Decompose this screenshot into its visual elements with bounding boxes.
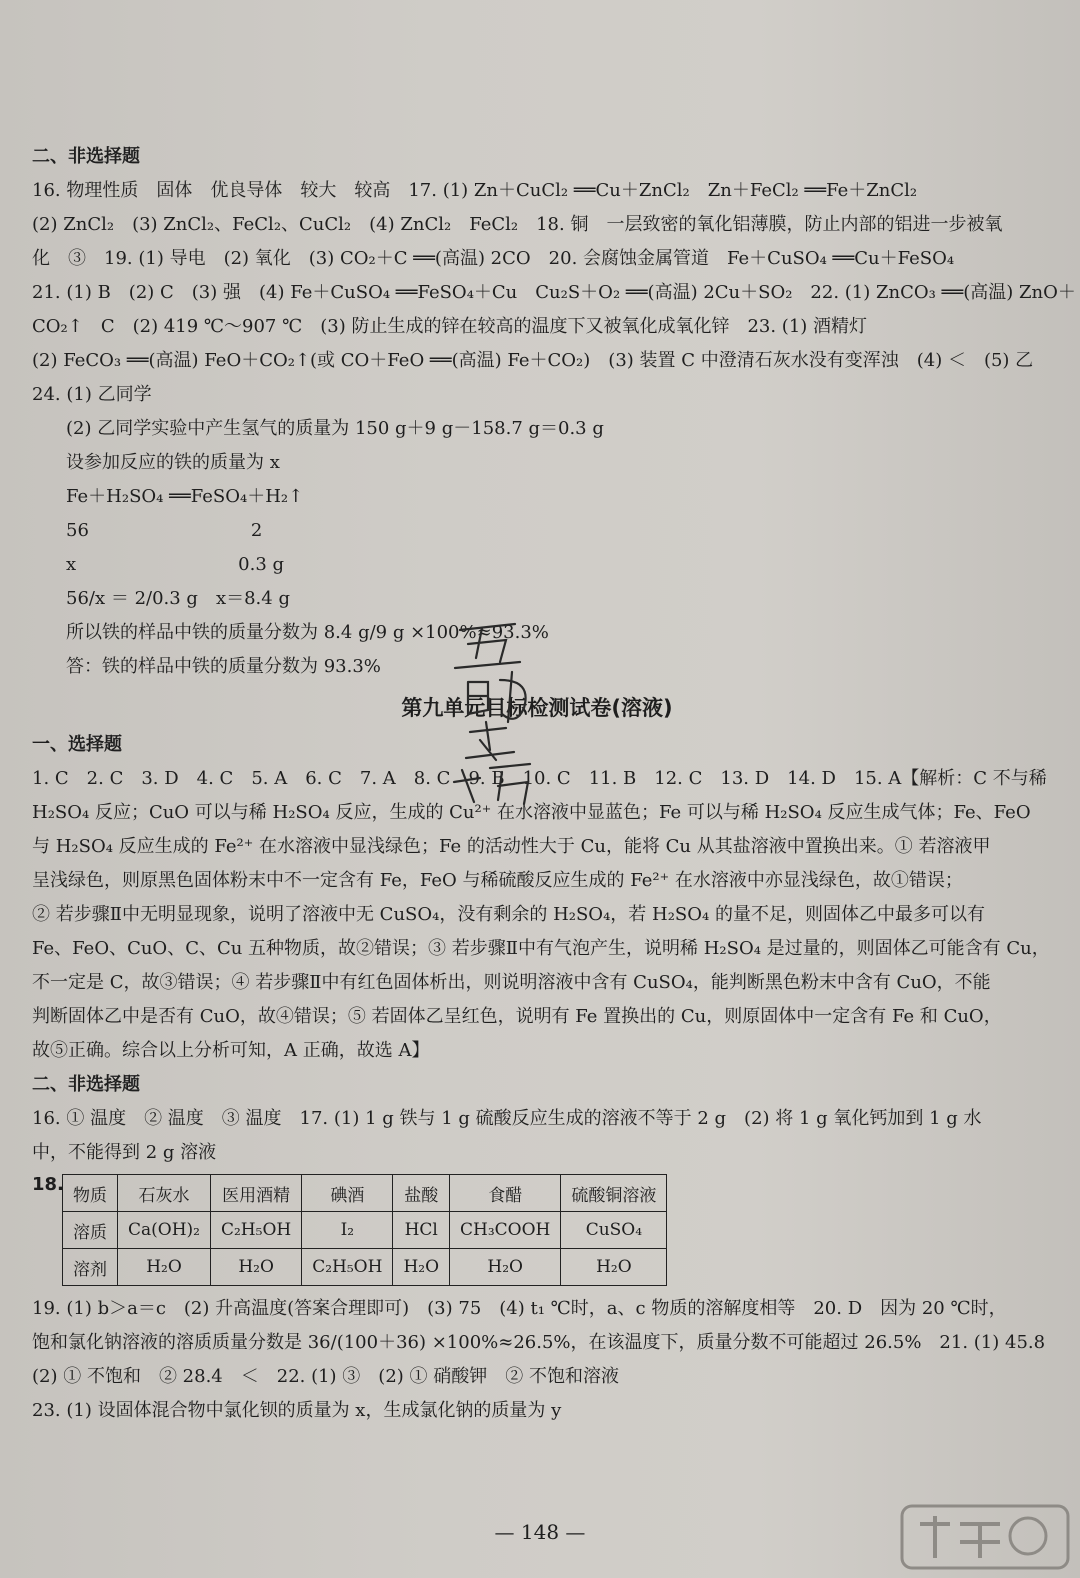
table-cell: HCl: [393, 1212, 450, 1249]
solution-line: (2) 乙同学实验中产生氢气的质量为 150 g＋9 g－158.7 g＝0.3 g: [66, 418, 604, 439]
table-cell: C₂H₅OH: [210, 1212, 301, 1249]
table-cell: 医用酒精: [210, 1175, 301, 1212]
section-heading: 二、非选择题: [32, 1074, 140, 1095]
table-cell: H₂O: [561, 1249, 667, 1286]
answer-line: ② 若步骤Ⅱ中无明显现象，说明了溶液中无 CuSO₄，没有剩余的 H₂SO₄，若 H₂SO₄ 的量不足，则固体乙中最多可以有: [32, 904, 985, 925]
answer-line: 中，不能得到 2 g 溶液: [32, 1142, 217, 1163]
table-cell: H₂O: [450, 1249, 561, 1286]
unit-title: 第九单元目标检测试卷(溶液): [401, 696, 673, 720]
table-cell: 溶剂: [63, 1249, 118, 1286]
answer-line: 呈浅绿色，则原黑色固体粉末中不一定含有 Fe，FeO 与稀硫酸反应生成的 Fe²⁺ 在水溶液中亦显浅绿色，故①错误；: [32, 870, 963, 891]
solution-line: 所以铁的样品中铁的质量分数为 8.4 g/9 g ×100%≈93.3%: [66, 622, 549, 643]
table-cell: H₂O: [210, 1249, 301, 1286]
answer-line: Fe、FeO、CuO、C、Cu 五种物质，故②错误；③ 若步骤Ⅱ中有气泡产生，说明稀 H₂SO₄ 是过量的，则固体乙可能含有 Cu，: [32, 938, 1050, 959]
solution-table: [62, 1174, 667, 1286]
answer-line: 23. (1) 设固体混合物中氯化钡的质量为 x，生成氯化钠的质量为 y: [32, 1400, 562, 1421]
section-heading: 一、选择题: [32, 734, 122, 755]
table-cell: Ca(OH)₂: [118, 1212, 211, 1249]
table-cell: H₂O: [118, 1249, 211, 1286]
answer-line: 1. C 2. C 3. D 4. C 5. A 6. C 7. A 8. C 9. B 10. C 11. B 12. C 13. D 14. D 15. A【解析：C 不与稀: [32, 768, 1047, 789]
question-number: 18.: [32, 1174, 64, 1195]
watermark-logo: [900, 1502, 1070, 1572]
answer-line: 化 ③ 19. (1) 导电 (2) 氧化 (3) CO₂＋C ══(高温) 2CO 20. 会腐蚀金属管道 Fe＋CuSO₄ ══Cu＋FeSO₄: [32, 248, 955, 269]
table-cell: 硫酸铜溶液: [561, 1175, 667, 1212]
answer-line: CO₂↑ C (2) 419 ℃～907 ℃ (3) 防止生成的锌在较高的温度下又被氧化成氧化锌 23. (1) 酒精灯: [32, 316, 868, 337]
answer-line: 21. (1) B (2) C (3) 强 (4) Fe＋CuSO₄ ══FeSO₄＋Cu Cu₂S＋O₂ ══(高温) 2Cu＋SO₂ 22. (1) ZnCO₃ ══(高温) ZnO＋: [32, 282, 1076, 303]
answer-line: 16. 物理性质 固体 优良导体 较大 较高 17. (1) Zn＋CuCl₂ ══Cu＋ZnCl₂ Zn＋FeCl₂ ══Fe＋ZnCl₂: [32, 180, 918, 201]
answer-line: 16. ① 温度 ② 温度 ③ 温度 17. (1) 1 g 铁与 1 g 硫酸反应生成的溶液不等于 2 g (2) 将 1 g 氧化钙加到 1 g 水: [32, 1108, 982, 1129]
table-row: [63, 1212, 667, 1249]
answer-line: 故⑤正确。综合以上分析可知，A 正确，故选 A】: [32, 1040, 430, 1061]
solution-line: 56 2: [66, 520, 263, 541]
answer-line: 19. (1) b＞a＝c (2) 升高温度(答案合理即可) (3) 75 (4) t₁ ℃时，a、c 物质的溶解度相等 20. D 因为 20 ℃时，: [32, 1298, 1007, 1319]
answer-line: 饱和氯化钠溶液的溶质质量分数是 36/(100＋36) ×100%≈26.5%，在该温度下，质量分数不可能超过 26.5% 21. (1) 45.8: [32, 1332, 1046, 1353]
solution-line: Fe＋H₂SO₄ ══FeSO₄＋H₂↑: [66, 486, 304, 507]
answer-line: 不一定是 C，故③错误；④ 若步骤Ⅱ中有红色固体析出，则说明溶液中含有 CuSO₄，能判断黑色粉末中含有 CuO，不能: [32, 972, 991, 993]
solution-line: x 0.3 g: [66, 554, 285, 575]
table-cell: 盐酸: [393, 1175, 450, 1212]
table-cell: 碘酒: [302, 1175, 393, 1212]
section-heading: 二、非选择题: [32, 146, 140, 167]
answer-line: H₂SO₄ 反应；CuO 可以与稀 H₂SO₄ 反应，生成的 Cu²⁺ 在水溶液中显蓝色；Fe 可以与稀 H₂SO₄ 反应生成气体；Fe、FeO: [32, 802, 1031, 823]
table-cell: 食醋: [450, 1175, 561, 1212]
table-row: [63, 1249, 667, 1286]
handwritten-signature: [440, 610, 560, 810]
solution-line: 设参加反应的铁的质量为 x: [66, 452, 280, 473]
table-cell: 溶质: [63, 1212, 118, 1249]
answer-line: (2) ① 不饱和 ② 28.4 ＜ 22. (1) ③ (2) ① 硝酸钾 ② 不饱和溶液: [32, 1366, 619, 1387]
table-cell: 石灰水: [118, 1175, 211, 1212]
answer-line: (2) ZnCl₂ (3) ZnCl₂、FeCl₂、CuCl₂ (4) ZnCl₂ FeCl₂ 18. 铜 一层致密的氧化铝薄膜，防止内部的铝进一步被氧: [32, 214, 1003, 235]
page-number: — 148 —: [494, 1520, 586, 1544]
table-cell: 物质: [63, 1175, 118, 1212]
question-18: [32, 1174, 1042, 1286]
answer-line: (2) FeCO₃ ══(高温) FeO＋CO₂↑(或 CO＋FeO ══(高温) Fe＋CO₂) (3) 装置 C 中澄清石灰水没有变浑浊 (4) ＜ (5) 乙: [32, 350, 1034, 371]
solution-line: 答：铁的样品中铁的质量分数为 93.3%: [66, 656, 381, 677]
table-cell: I₂: [302, 1212, 393, 1249]
answer-line: 24. (1) 乙同学: [32, 384, 152, 405]
table-row: [63, 1175, 667, 1212]
solution-line: 56/x ＝ 2/0.3 g x＝8.4 g: [66, 588, 290, 609]
answer-line: 与 H₂SO₄ 反应生成的 Fe²⁺ 在水溶液中显浅绿色；Fe 的活动性大于 Cu，能将 Cu 从其盐溶液中置换出来。① 若溶液甲: [32, 836, 991, 857]
answer-line: 判断固体乙中是否有 CuO，故④错误；⑤ 若固体乙呈红色，说明有 Fe 置换出的 Cu，则原固体中一定含有 Fe 和 CuO，: [32, 1006, 1002, 1027]
table-cell: CH₃COOH: [450, 1212, 561, 1249]
table-cell: H₂O: [393, 1249, 450, 1286]
table-cell: CuSO₄: [561, 1212, 667, 1249]
table-cell: C₂H₅OH: [302, 1249, 393, 1286]
